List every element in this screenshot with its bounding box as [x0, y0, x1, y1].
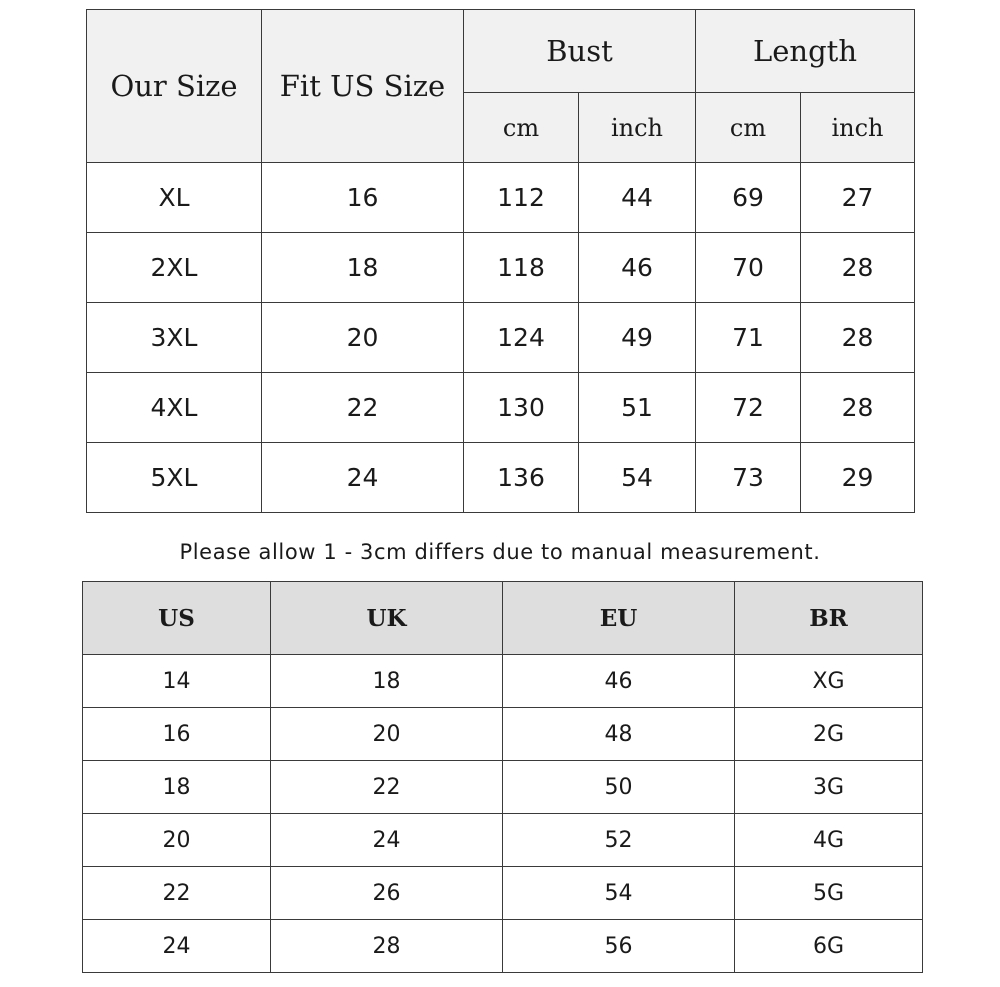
header-fit-us-size: Fit US Size — [262, 10, 464, 163]
cell-us: 18 — [83, 761, 271, 814]
cell-length-cm: 69 — [696, 163, 801, 233]
cell-br: 6G — [735, 920, 923, 973]
header-bust-inch: inch — [579, 93, 696, 163]
cell-bust-cm: 124 — [464, 303, 579, 373]
table-row — [87, 233, 915, 303]
cell-fit-us: 20 — [262, 303, 464, 373]
cell-length-cm: 72 — [696, 373, 801, 443]
cell-br: XG — [735, 655, 923, 708]
table-row — [87, 303, 915, 373]
cell-eu: 52 — [503, 814, 735, 867]
cell-br: 2G — [735, 708, 923, 761]
cell-eu: 56 — [503, 920, 735, 973]
cell-length-cm: 70 — [696, 233, 801, 303]
cell-uk: 20 — [271, 708, 503, 761]
cell-length-inch: 28 — [801, 233, 915, 303]
cell-eu: 54 — [503, 867, 735, 920]
cell-eu: 46 — [503, 655, 735, 708]
cell-our-size: 2XL — [87, 233, 262, 303]
header-br: BR — [735, 582, 923, 655]
cell-our-size: 3XL — [87, 303, 262, 373]
cell-fit-us: 24 — [262, 443, 464, 513]
cell-uk: 28 — [271, 920, 503, 973]
cell-bust-cm: 112 — [464, 163, 579, 233]
cell-uk: 26 — [271, 867, 503, 920]
cell-our-size: 5XL — [87, 443, 262, 513]
cell-eu: 48 — [503, 708, 735, 761]
conversion-body — [83, 655, 923, 973]
conversion-header-row — [83, 582, 923, 655]
measurement-note: Please allow 1 - 3cm differs due to manual measurement. — [179, 540, 821, 564]
header-bust-cm: cm — [464, 93, 579, 163]
cell-length-cm: 71 — [696, 303, 801, 373]
cell-us: 20 — [83, 814, 271, 867]
cell-fit-us: 22 — [262, 373, 464, 443]
table-row — [87, 163, 915, 233]
cell-bust-cm: 136 — [464, 443, 579, 513]
header-eu: EU — [503, 582, 735, 655]
cell-length-cm: 73 — [696, 443, 801, 513]
size-chart-header — [87, 10, 915, 163]
cell-uk: 24 — [271, 814, 503, 867]
cell-fit-us: 16 — [262, 163, 464, 233]
header-our-size: Our Size — [87, 10, 262, 163]
cell-uk: 18 — [271, 655, 503, 708]
header-length-cm: cm — [696, 93, 801, 163]
header-length: Length — [696, 10, 915, 93]
cell-eu: 50 — [503, 761, 735, 814]
table-row — [83, 867, 923, 920]
table-row — [83, 708, 923, 761]
cell-us: 16 — [83, 708, 271, 761]
header-uk: UK — [271, 582, 503, 655]
cell-br: 5G — [735, 867, 923, 920]
cell-us: 24 — [83, 920, 271, 973]
cell-our-size: XL — [87, 163, 262, 233]
cell-fit-us: 18 — [262, 233, 464, 303]
conversion-header — [83, 582, 923, 655]
size-conversion-table — [82, 581, 923, 973]
cell-bust-inch: 49 — [579, 303, 696, 373]
cell-our-size: 4XL — [87, 373, 262, 443]
cell-us: 14 — [83, 655, 271, 708]
cell-us: 22 — [83, 867, 271, 920]
header-bust: Bust — [464, 10, 696, 93]
cell-bust-cm: 118 — [464, 233, 579, 303]
cell-length-inch: 27 — [801, 163, 915, 233]
cell-br: 4G — [735, 814, 923, 867]
cell-bust-inch: 46 — [579, 233, 696, 303]
cell-bust-inch: 54 — [579, 443, 696, 513]
cell-length-inch: 28 — [801, 303, 915, 373]
table-row — [83, 814, 923, 867]
cell-bust-cm: 130 — [464, 373, 579, 443]
table-row — [87, 373, 915, 443]
table-row — [83, 655, 923, 708]
cell-br: 3G — [735, 761, 923, 814]
table-row — [87, 443, 915, 513]
cell-length-inch: 29 — [801, 443, 915, 513]
size-chart-header-row — [87, 10, 915, 93]
table-row — [83, 920, 923, 973]
size-chart-body — [87, 163, 915, 513]
cell-length-inch: 28 — [801, 373, 915, 443]
cell-bust-inch: 51 — [579, 373, 696, 443]
cell-bust-inch: 44 — [579, 163, 696, 233]
cell-uk: 22 — [271, 761, 503, 814]
header-length-inch: inch — [801, 93, 915, 163]
table-row — [83, 761, 923, 814]
header-us: US — [83, 582, 271, 655]
size-chart-table — [86, 9, 915, 513]
